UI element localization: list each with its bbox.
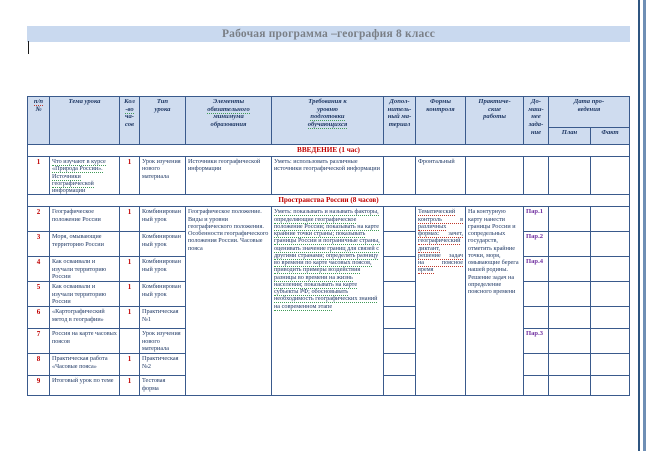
cell-number: 3	[28, 232, 50, 257]
col-header-control: Формы контроля	[416, 97, 466, 145]
cell-date-plan	[549, 354, 591, 376]
col-header-practical: Практиче- ские работы	[466, 97, 524, 145]
cell-hours: 1	[120, 307, 140, 329]
cell-lesson-type: Комбинированный урок	[140, 257, 186, 282]
cell-date-plan	[549, 282, 591, 307]
cell-topic: Как осваивали и изучали территорию России	[50, 282, 120, 307]
cell-additional	[384, 329, 416, 354]
cell-homework: Пар.2	[524, 232, 549, 257]
document-title: Рабочая программа –география 8 класс	[27, 26, 630, 42]
cell-date-plan	[549, 232, 591, 257]
cell-topic: Моря, омывающие территорию России	[50, 232, 120, 257]
cell-topic: Итоговый урок по теме	[50, 376, 120, 396]
section-banner-row	[28, 145, 630, 157]
cell-lesson-type: Комбинированный урок	[140, 232, 186, 257]
col-header-date-fact: Факт	[591, 128, 630, 145]
col-header-number: п/п №	[28, 97, 50, 145]
cell-number: 4	[28, 257, 50, 282]
cell-date-plan	[549, 157, 591, 195]
cell-homework: Пар.1	[524, 207, 549, 232]
cell-hours: 1	[120, 257, 140, 282]
col-header-minimum: Элементы обязательного минимума образования	[186, 97, 272, 145]
cell-date-fact	[591, 232, 630, 257]
cell-lesson-type: Комбинированный урок	[140, 207, 186, 232]
cell-hours: 1	[120, 354, 140, 376]
cell-topic: Географическое положение России	[50, 207, 120, 232]
cell-lesson-type: Практическая №2	[140, 354, 186, 376]
section-banner-row	[28, 195, 630, 207]
cell-number: 1	[28, 157, 50, 195]
cell-number: 5	[28, 282, 50, 307]
cell-topic: «Картографический метод в географии»	[50, 307, 120, 329]
page-right-border-inner	[638, 0, 640, 451]
lesson-plan-table	[27, 96, 630, 396]
cell-additional	[384, 282, 416, 307]
cell-practical	[466, 157, 524, 195]
col-header-date-plan: План	[549, 128, 591, 145]
cell-hours	[120, 232, 140, 257]
cell-date-fact	[591, 207, 630, 232]
cell-additional	[384, 307, 416, 329]
cell-date-fact	[591, 354, 630, 376]
col-header-homework: До- маш- нее зада- ние	[524, 97, 549, 145]
cell-control: Тематический контроль в различных формах: зачет, географический диктант, решение задач на поясное время	[416, 207, 466, 396]
cell-number: 9	[28, 376, 50, 396]
cell-practical: На контурную карту нанести границы России и сопредельных государств, отметить крайние точки, моря, омывающие берега нашей родины. Решение задач на определение поясного времени	[466, 207, 524, 396]
cell-date-plan	[549, 207, 591, 232]
cell-homework	[524, 376, 549, 396]
cell-homework: Пар.3	[524, 329, 549, 354]
section-title-introduction: ВВЕДЕНИЕ (1 час)	[28, 145, 630, 157]
cell-hours: 1	[120, 282, 140, 307]
cell-additional	[384, 354, 416, 376]
cell-date-fact	[591, 376, 630, 396]
cell-date-fact	[591, 157, 630, 195]
cell-date-plan	[549, 257, 591, 282]
cell-lesson-type: Комбинированный урок	[140, 282, 186, 307]
table-row	[28, 207, 630, 232]
cell-hours: 1	[120, 207, 140, 232]
cell-lesson-type: Урок изучения нового материала	[140, 157, 186, 195]
page-right-margin	[646, 0, 650, 451]
col-header-date: Дата про- ведения	[549, 97, 630, 128]
cell-date-fact	[591, 257, 630, 282]
cell-additional	[384, 376, 416, 396]
cell-requirements: Уметь: показывать и называть факторы, определяющие географическое положение России; показывать на карте крайние точки страны; показывать границы России и пограничные страны, оценивать значение границ для связей с другими странами; определять разницу во времени по карте часовых поясов, приводить примеры воздействия разницы во времени на жизнь населения; показывать на карте субъекты РФ; обосновывать необходимость географических знаний на современном этапе	[272, 207, 384, 396]
cell-additional	[384, 257, 416, 282]
cell-hours: 1	[120, 376, 140, 396]
cell-lesson-type: Тестовая форма	[140, 376, 186, 396]
col-header-lesson-type: Тип урока	[140, 97, 186, 145]
cell-topic: Что изучают в курсе «Природа России». Источники географической информации	[50, 157, 120, 195]
cell-topic: Как осваивали и изучали территорию России	[50, 257, 120, 282]
table-body	[28, 145, 630, 396]
cell-number: 7	[28, 329, 50, 354]
cell-number: 8	[28, 354, 50, 376]
col-header-requirements: Требования к уровню подготовки обучающихся	[272, 97, 384, 145]
cell-requirements: Уметь: использовать различные источники географической информации	[272, 157, 384, 195]
cell-topic: Россия на карте часовых поясов	[50, 329, 120, 354]
cell-topic: Практическая работа «Часовые пояса»	[50, 354, 120, 376]
cell-date-plan	[549, 307, 591, 329]
cell-homework	[524, 282, 549, 307]
cell-additional	[384, 232, 416, 257]
section-title-spaces-of-russia: Пространства России (8 часов)	[28, 195, 630, 207]
text-cursor	[28, 41, 29, 54]
cell-additional	[384, 207, 416, 232]
cell-date-fact	[591, 307, 630, 329]
cell-homework	[524, 157, 549, 195]
cell-number: 2	[28, 207, 50, 232]
cell-control: Фронтальный	[416, 157, 466, 195]
cell-lesson-type: Практическая №1	[140, 307, 186, 329]
cell-lesson-type: Урок изучения нового материала	[140, 329, 186, 354]
col-header-topic: Тема урока	[50, 97, 120, 145]
cell-date-fact	[591, 329, 630, 354]
cell-homework: Пар.4	[524, 257, 549, 282]
cell-minimum: Географическое положение. Виды и уровни географического положения. Особенности географического положения России. Часовые пояса	[186, 207, 272, 396]
cell-date-plan	[549, 329, 591, 354]
cell-number: 6	[28, 307, 50, 329]
cell-hours: 1	[120, 157, 140, 195]
cell-homework	[524, 354, 549, 376]
cell-date-plan	[549, 376, 591, 396]
col-header-hours: Кол -во ча- сов	[120, 97, 140, 145]
cell-minimum: Источники географической информации	[186, 157, 272, 195]
table-row	[28, 157, 630, 195]
cell-date-fact	[591, 282, 630, 307]
table-header	[28, 97, 630, 145]
cell-hours	[120, 329, 140, 354]
col-header-additional: Допол- нитель- ный ма- териал	[384, 97, 416, 145]
cell-homework	[524, 307, 549, 329]
cell-additional	[384, 157, 416, 195]
